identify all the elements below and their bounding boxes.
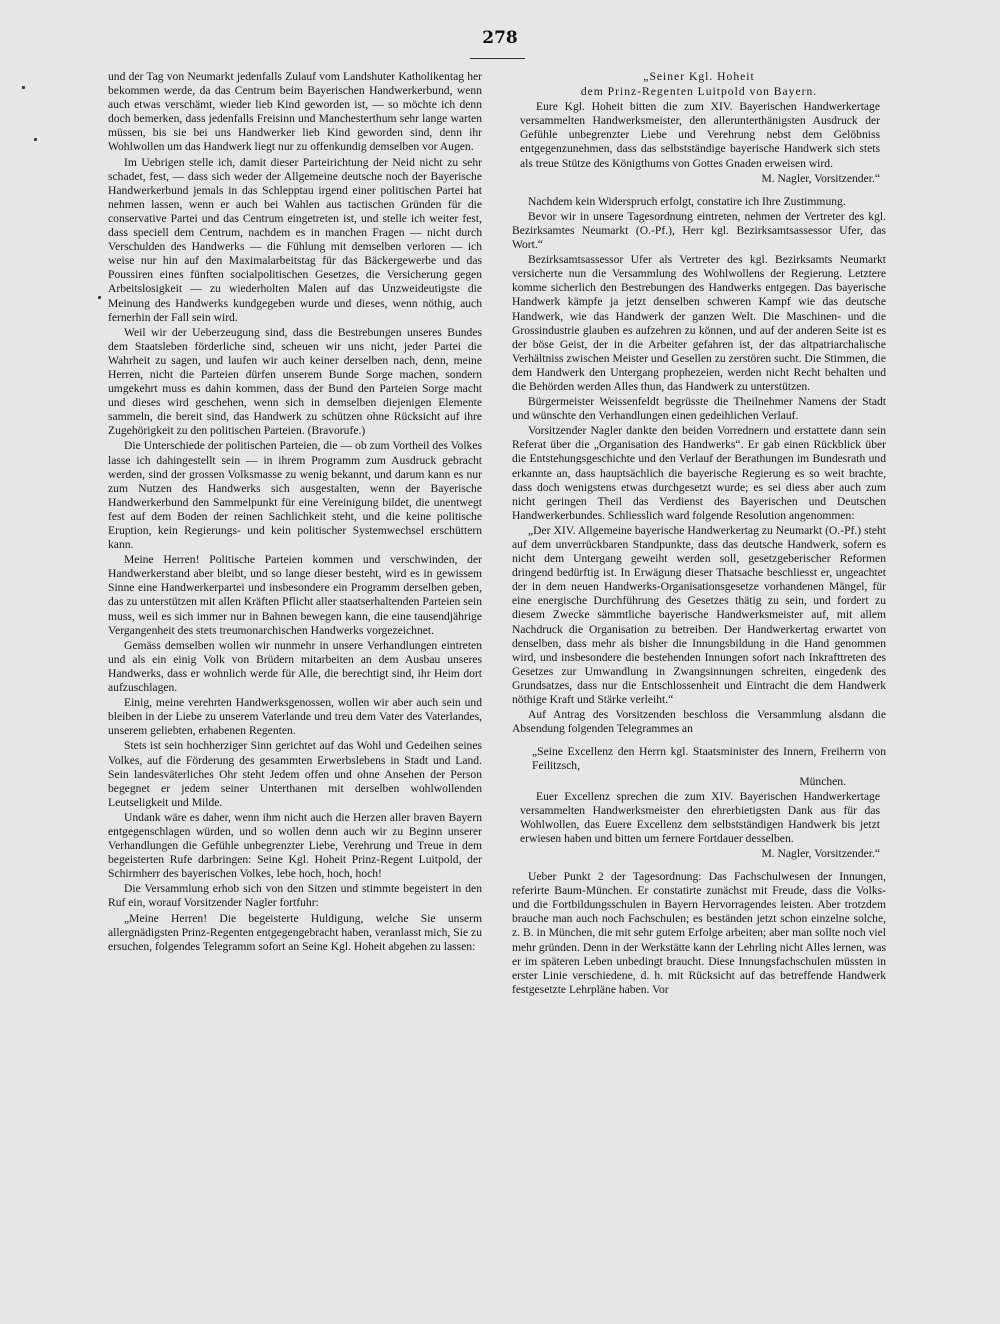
paragraph: „Meine Herren! Die begeisterte Huldigung, welche Sie unserm allergnädigsten Prinz-Regenten entgegengebracht haben, veranlasst mich, Sie zu ersuchen, folgendes Telegramm sofort an Seine Kgl. Hoheit abgehen zu lassen: — [108, 911, 482, 953]
paragraph: Meine Herren! Politische Parteien kommen und verschwinden, der Handwerkerstand aber bleibt, und so lange dieser besteht, wird es in gewissem Sinne eine Handwerkerpartei und insbesondere ein Programm derselben geben, das zu unterstützen mit allen Kräften Pflicht aller staatserhaltenden Parteien sein muss, weil es sich immer nur in Bahnen bewegen kann, die eine tausendjährige Vergangenheit des stets treumonarchischen Handwerks vorgezeichnet. — [108, 553, 482, 637]
paragraph: Nachdem kein Widerspruch erfolgt, constatire ich Ihre Zustimmung. — [528, 194, 846, 208]
paragraph: Im Uebrigen stelle ich, damit dieser Parteirichtung der Neid nicht zu sehr schadet, fest, — dass sich weder der Allgemeine deutsche noch der Bayerische Handwerkerbund jemals in das Schlepptau irgend einer politischen Partei hat nehmen lassen, wenn er auch bei Wahlen aus tactischen Gründen für die conservative Partei und das Centrum eingetreten ist, und stelle ich weiter fest, dass speciell dem Centrum, nachdem es in manchen Fragen — nicht durch Verschulden des Handwerks — die Fühlung mit demselben verloren — ich weise nur hin auf den Maximalarbeitstag für das Bäckergewerbe und das Poussiren eines fünften socialpolitischen Gesetzes, die Versicherung gegen Arbeitslosigkeit — zu wiederholten Malen auf das Unzweideutigste die Meinung des Handwerks kundgegeben wurde und dieses, wenn nöthig, auch fernerhin der Fall sein wird. — [108, 155, 482, 324]
telegram-body: Euer Excellenz sprechen die zum XIV. Bayerischen Handwerkertage versammelten Handwerksmeister den ehrerbietigsten Dank aus für das Wohlwollen, das Euere Excellenz dem selbstständigen Handwerk bis jetzt erwiesen haben und bitten um fernere Fortdauer desselben. — [520, 789, 880, 845]
paragraph: Auf Antrag des Vorsitzenden beschloss die Versammlung alsdann die Absendung folgenden Telegrammes an — [512, 708, 886, 736]
telegram-addressee: „Seiner Kgl. Hoheit — [643, 70, 755, 83]
scan-speck — [22, 86, 25, 89]
left-column — [108, 70, 482, 955]
paragraph: Bürgermeister Weissenfeldt begrüsste die Theilnehmer Namens der Stadt und wünschte den Verhandlungen einen gedeihlichen Verlauf. — [512, 395, 886, 423]
telegram-addressee: dem Prinz-Regenten Luitpold von Bayern. — [580, 85, 818, 99]
paragraph: Vorsitzender Nagler dankte den beiden Vorrednern und erstattete dann sein Referat über die „Organisation des Handwerks“. Er gab einen Rückblick über die Entstehungsgeschichte und den Verlauf der Berathungen im Bundesrath und erkannte an, dass hauptsächlich die bayerische Regierung es so weit brachte, dass doch wenigstens etwas durchgesetzt wurde; es sei diess aber auch zum nicht geringen Theil das Verdienst des Bayerischen und Deutschen Handwerkerbundes. Schliesslich ward folgende Resolution angenommen: — [512, 424, 886, 522]
paragraph: Die Versammlung erhob sich von den Sitzen und stimmte begeistert in den Ruf ein, worauf Vorsitzender Nagler fortfuhr: — [108, 882, 482, 910]
paragraph: Gemäss demselben wollen wir nunmehr in unsere Verhandlungen eintreten und als ein einig Volk von Brüdern mitarbeiten an dem Ausbau unseres Handwerks, dass er wohnlich werde für Alle, die berechtigt sind, ihr Heim dort aufzuschlagen. — [108, 638, 482, 695]
resolution-text: „Der XIV. Allgemeine bayerische Handwerkertag zu Neumarkt (O.-Pf.) steht auf dem unverrückbaren Standpunkte, dass das deutsche Handwerk, sofern es nicht dem Untergang geweiht werden soll, gesetzgeberischer Reformen dringend bedürftig ist. In Erwägung dieser Thatsache beschliesst er, ungeachtet der in dem neuen Handwerks-Organisationsgesetze vorhandenen Mängel, für eine energische Durchführung des Gesetzes thätig zu sein, und fordert zu diesem Zwecke sämmtliche bayerische Handwerksmeister auf, mit allem Nachdruck die Organisation zu betreiben. Der Handwerkertag erwartet von denselben, dass mehr als bisher die Innungsbildung in die Hand genommen wird, und insbesondere die bestehenden Innungen sofort nach Inkrafttreten des Gesetzes zur Umwandlung in Zwangsinnungen schreiten, eingedenk des Grundsatzes, dass nur die Entschlossenheit und Eintracht die dem Handwerk nöthige Kraft und Stärke verleiht.“ — [512, 523, 886, 707]
telegram-addressee: „Seine Excellenz den Herrn kgl. Staatsminister des Innern, Freiherrn von Feilitzsch, — [532, 745, 886, 773]
telegram-body: Eure Kgl. Hoheit bitten die zum XIV. Bayerischen Handwerkertage versammelten Handwerksmeister, den allerunterthänigsten Ausdruck der Gefühle unbegrenzter Liebe und Verehrung nebst dem Gelöbniss entgegenzunehmen, dass das selbstständige bayerische Handwerk sich stets als treue Stütze des Königthums von Gottes Gnaden erweisen wird. — [520, 100, 880, 170]
telegram-signature: M. Nagler, Vorsitzender.“ — [761, 171, 880, 185]
paragraph: Einig, meine verehrten Handwerksgenossen, wollen wir aber auch sein und bleiben in der Liebe zu unserem Vaterlande und treu dem Vater des Vaterlandes, unserem geliebten, erhabenen Regenten. — [108, 696, 482, 738]
paragraph: Undank wäre es daher, wenn ihm nicht auch die Herzen aller braven Bayern entgegenschlagen würden, und so wollen denn auch wir zu Beginn unserer Verhandlungen die Gefühle unbegrenzter Liebe, Verehrung und Treue in dem begeisterten Rufe darbringen: Seine Kgl. Hoheit Prinz-Regent Luitpold, der Schirmherr des bayerischen Volkes, lebe hoch, hoch, hoch! — [108, 810, 482, 881]
right-column — [512, 70, 886, 998]
paragraph: Die Unterschiede der politischen Parteien, die — ob zum Vortheil des Volkes lasse ich dahingestellt sein — in ihrem Programm zum Ausdruck gebracht werden, sind der grossen Volksmasse zu wenig bekannt, und darum kann es nur zum Nutzen des Handwerks sich ausgestalten, wenn der Bayerische Handwerkerbund den Sammelpunkt für eine Vereinigung bildet, die unentwegt fest auf dem Boden der reinen Sachlichkeit steht, und die keine politische Eruption, kein Regierungs- und kein politischer Systemwechsel erschüttern kann. — [108, 439, 482, 552]
scan-speck — [34, 138, 37, 141]
paragraph: Ueber Punkt 2 der Tagesordnung: Das Fachschulwesen der Innungen, referirte Baum-München. Er constatirte zunächst mit Freude, dass die Volks- und die Fortbildungsschulen in Bayern Hervorragendes leisten. Aber trotzdem brauche man auch noch Fachschulen; es beständen jetzt schon einzelne solche, z. B. in München, die mit sehr gutem Erfolge arbeiten; aber man sollte noch viel mehr gründen. Denn in der Werkstätte kann der Lehrling nicht Alles lernen, was er im späteren Leben unbedingt braucht. Diese Innungsfachschulen müssten in erster Linie verschiedene, d. h. mit Rücksicht auf das betreffende Handwerk festgesetzte Lehrpläne haben. Vor — [512, 870, 886, 996]
telegram-signature: M. Nagler, Vorsitzender.“ — [761, 846, 880, 860]
paragraph: und der Tag von Neumarkt jedenfalls Zulauf vom Landshuter Katholikentag her bekommen werde, da das Centrum beim Bayerischen Handwerkerbund, wenn auch etwas verschämt, wieder lieb Kind geworden ist, — so möchte ich denn doch bemerken, dass jedenfalls Freisinn und Manchesterthum sehr lange warten müssen, bis sie bei uns Handwerker lieb Kind geworden sind, denn ihr Wohlwollen um das Handwerk liegt nur zu offenkundig demselben vor Augen. — [108, 70, 482, 154]
scan-speck — [98, 296, 101, 299]
spacer — [512, 862, 886, 870]
spacer — [512, 187, 886, 195]
spacer — [512, 737, 886, 745]
paragraph: Bevor wir in unsere Tagesordnung eintreten, nehmen der Vertreter des kgl. Bezirksamtes Neumarkt (O.-Pf.), Herr kgl. Bezirksamtsassessor Ufer, das Wort.“ — [512, 209, 886, 252]
paragraph: Bezirksamtsassessor Ufer als Vertreter des kgl. Bezirksamts Neumarkt versicherte nun die Versammlung des Wohlwollens der Regierung. Letztere komme sicherlich den Bestrebungen des Handwerks entgegen. Das bayerische Handwerk kämpfe ja jetzt denselben schweren Kampf wie das deutsche Handwerk, wie das Handwerk der ganzen Welt. Die Maschinen- und die Grossindustrie glauben es aufzehren zu können, und auf der anderen Seite ist es der böse Geist, der in die Arbeiter gefahren ist, der das altpatriarchalische Verhältniss zwischen Meister und Gesellen zu zerstören sucht. Die Stimmen, die dem Handwerk den Untergang prophezeien, werden nicht Recht behalten und die Behörden werden Alles thun, das Handwerk zu unterstützen. — [512, 253, 886, 393]
header-rule — [470, 58, 525, 59]
paragraph: Weil wir der Ueberzeugung sind, dass die Bestrebungen unseres Bundes dem Staatsleben förderliche sind, scheuen wir uns nicht, jeder Partei die Wahrheit zu sagen, und laufen wir auch keiner derselben nach, denn, meine Herren, nicht die Parteien dürfen unserem Bunde Sorge machen, sondern umgekehrt muss es dahin kommen, dass der Bund den Parteien Sorge macht und dieses wird geschehen, wenn sich in demselben diejenigen Elemente sammeln, die bereit sind, das Handwerk zu schützen ohne Rücksicht auf ihre Zugehörigkeit zu den politischen Parteien. (Bravorufe.) — [108, 325, 482, 438]
telegram-city: München. — [799, 774, 846, 788]
paragraph: Stets ist sein hochherziger Sinn gerichtet auf das Wohl und Gedeihen seines Volkes, auf die Förderung des gesammten Erwerbslebens in Stadt und Land. Sein landesväterliches Ohr steht Jedem offen und ohne Ansehen der Person begegnet er jedem seiner Unterthanen mit derselben wohlwollenden Leutseligkeit und Milde. — [108, 739, 482, 809]
page-number: 278 — [482, 28, 518, 48]
